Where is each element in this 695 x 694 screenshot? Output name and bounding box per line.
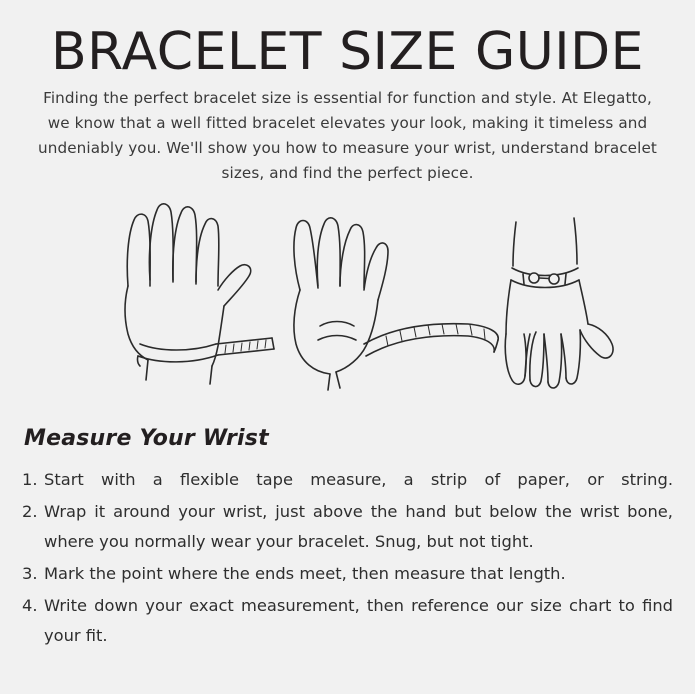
list-item-number: 3. <box>22 564 38 583</box>
intro-paragraph: Finding the perfect bracelet size is essential for function and style. At Elegatto, we know that a well fitted bracelet elevates your look, making it timeless and undeniably you. We'll show you how to measure your wrist, understand bracelet sizes, and find the perfect piece. <box>38 89 657 182</box>
list-item-text: Wrap it around your wrist, just above the hand but below the wrist bone, where you normally wear your bracelet. Snug, but not tight. <box>44 502 673 551</box>
hand-holding-tape-measure-icon <box>293 218 497 390</box>
list-item-number: 2. <box>22 502 38 521</box>
wrist-measuring-illustration <box>22 194 673 416</box>
open-hand-with-tape-measure-icon <box>125 204 274 384</box>
list-item <box>22 591 673 651</box>
list-item-text: Mark the point where the ends meet, then measure that length. <box>44 564 566 583</box>
list-item <box>22 497 673 557</box>
list-item <box>22 465 673 495</box>
page-title: BRACELET SIZE GUIDE <box>50 22 645 82</box>
list-item-text: Start with a flexible tape measure, a strip of paper, or string. <box>44 470 673 489</box>
list-item-number: 4. <box>22 596 38 615</box>
hand-wearing-bracelet-icon <box>505 218 613 388</box>
list-item <box>22 559 673 589</box>
measure-steps-list <box>22 465 673 651</box>
section-heading-measure-your-wrist: Measure Your Wrist <box>24 426 269 451</box>
list-item-number: 1. <box>22 470 38 489</box>
list-item-text: Write down your exact measurement, then reference our size chart to find your fit. <box>44 596 673 645</box>
